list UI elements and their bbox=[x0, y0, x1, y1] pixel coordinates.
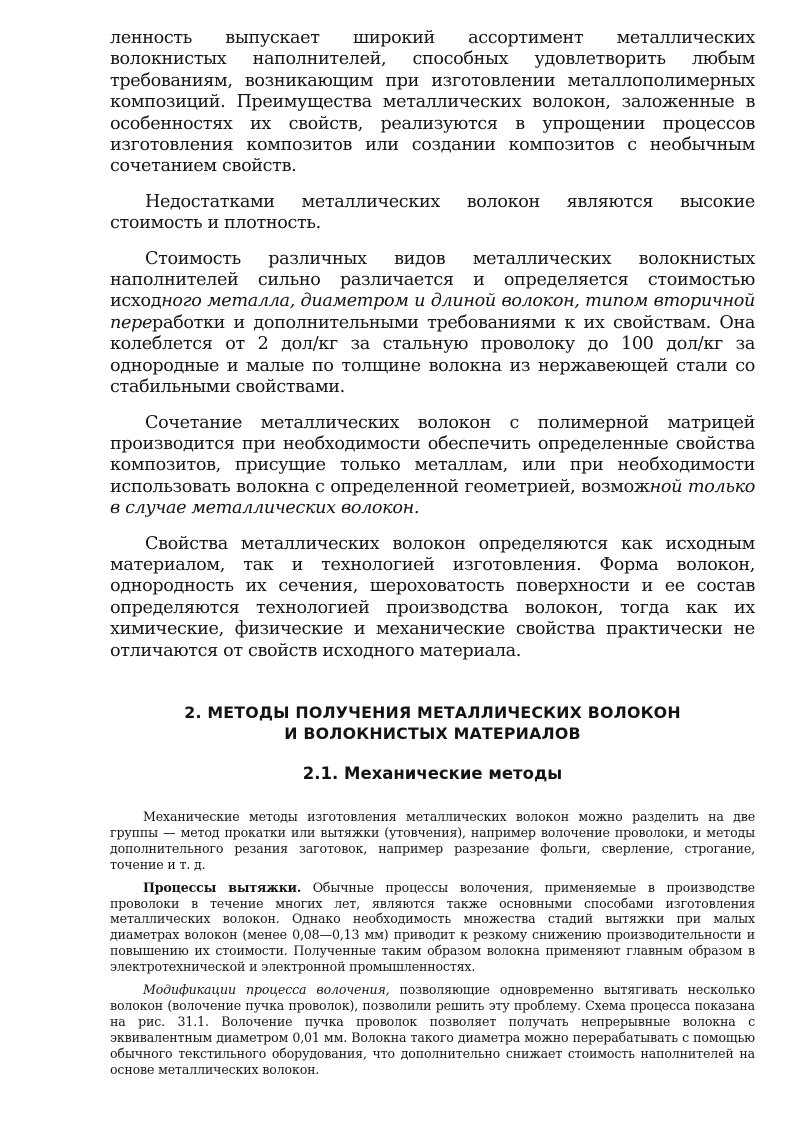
paragraph-1: ленность выпускает широкий ассортимент металлических волокнистых наполнителей, способных удовлетворить любым требованиям, возникающим при изготовлении металлополимерных композиций. Преимущества металлических волокон, заложенные в особенностях их свойств, реализуются в упрощении процессов изготовления композитов или создании композитов с необычным сочетанием свойств. bbox=[110, 28, 755, 177]
small-paragraph-2-body: Обычные процессы волочения, применяемые в производстве проволоки в течение многих лет, являются также основными способами изготовления металлических волокон. Однако необходимость множества стадий вытяжки при малых диаметрах волокон (менее 0,08—0,13 мм) приводит к резкому снижению производительности и повышению их стоимости. Полученные таким образом волокна применяют главным образом в электротехнической и электронной промышленностях. bbox=[110, 879, 755, 975]
paragraph-5: Свойства металлических волокон определяются как исходным материалом, так и технологией изготовления. Форма волокон, однородность их сечения, шероховатость поверхности и ее состав определяются технологией производства волокон, тогда как их химические, физические и механические свойства практически не отличаются от свойств исходного материала. bbox=[110, 533, 755, 661]
small-paragraph-3 bbox=[110, 982, 755, 1077]
paragraph-2: Недостатками металлических волокон являются высокие стоимость и плотность. bbox=[110, 191, 755, 234]
section-heading bbox=[110, 702, 755, 744]
section-heading-line-1: 2. МЕТОДЫ ПОЛУЧЕНИЯ МЕТАЛЛИЧЕСКИХ ВОЛОКОН bbox=[184, 702, 681, 722]
small-paragraph-3-body: позволяющие одновременно вытягивать несколько волокон (волочение пучка проволок), позволили решить эту проблему. Схема процесса показана на рис. 31.1. Волочение пучка проволок позволяет получать непрерывные волокна с эквивалентным диаметром 0,01 мм. Волокна такого диаметра можно перерабатывать с помощью обычного текстильного оборудования, что дополнительно снижает стоимость наполнителей на основе металлических волокон. bbox=[110, 982, 755, 1077]
paragraph-4-italic: ной только в случае металлических волокон. bbox=[110, 476, 755, 519]
section-heading-line-2: И ВОЛОКНИСТЫХ МАТЕРИАЛОВ bbox=[284, 723, 581, 743]
small-paragraph-1: Механические методы изготовления металлических волокон можно разделить на две группы — метод прокатки или вытяжки (утовчения), например волочение проволоки, и методы дополнительного резания заготовок, например разрезание фольги, сверление, строгание, точение и т. д. bbox=[110, 808, 755, 872]
paragraph-3-part-a: Стоимость различных видов металлических волокнистых наполнителей сильно различается и определяется стоимостью исход bbox=[110, 248, 755, 312]
paragraph-3-part-c: работки и дополнительными требованиями к их свойствам. Она колеблется от 2 дол/кг за стальную проволоку до 100 дол/кг за однородные и малые по толщине волокна из нержавеющей стали со стабильными свойствами. bbox=[110, 312, 755, 398]
document-page bbox=[110, 28, 755, 1077]
paragraph-3-italic: ного металла, диаметром и длиной волокон, типом вторичной пере bbox=[110, 291, 755, 333]
small-paragraph-2-lead: Процессы вытяжки. bbox=[143, 879, 302, 895]
paragraph-4-part-a: Сочетание металлических волокон с полимерной матрицей производится при необходимости обеспечить определенные свойства композитов, присущие только металлам, или при необходимости использовать волокна с определенной геометрией, возмож bbox=[110, 412, 755, 497]
subsection-heading: 2.1. Механические методы bbox=[302, 763, 563, 783]
paragraph-3 bbox=[110, 249, 755, 399]
paragraph-4 bbox=[110, 413, 755, 520]
small-paragraph-3-lead: Модификации процесса волочения, bbox=[143, 982, 390, 998]
small-paragraph-2 bbox=[110, 880, 755, 975]
